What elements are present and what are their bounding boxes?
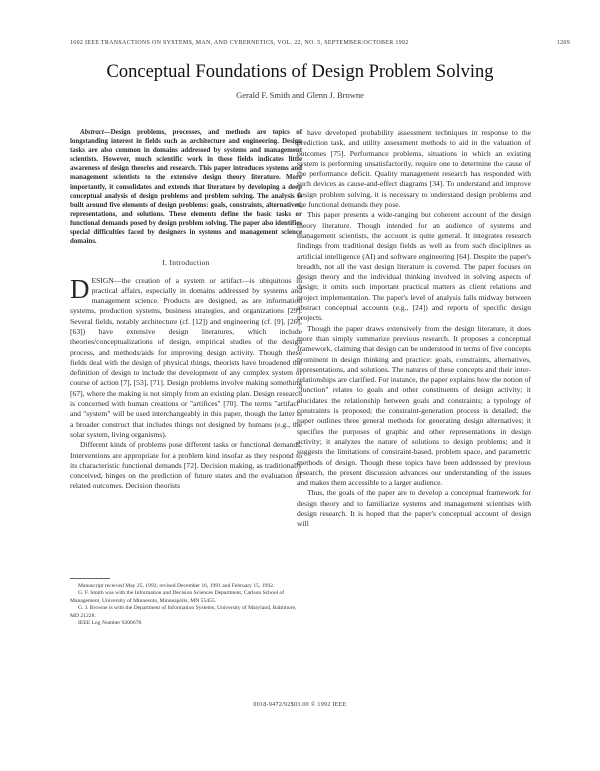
drop-cap: D xyxy=(70,273,90,304)
paper-authors: Gerald F. Smith and Glenn J. Browne xyxy=(236,90,364,100)
footnote-manuscript: Manuscript received May 25, 1992; revised December 16, 1991 and February 15, 1992. xyxy=(78,583,275,589)
right-paragraph-4: Thus, the goals of the paper are to develop a conceptual framework for design theory and to familiarize systems and management scientists with design research. It is hoped that the paper's conceptual account of design will xyxy=(297,488,531,529)
intro-paragraph-1-text: ESIGN—the creation of a system or artifact—is ubiquitous in practical affairs, especially in domains addressed by systems and management science. Products are designed, as are information systems, production systems, business strategies, and organizations [29]. Several fields, notably architecture (cf. [12]) and engineering (cf. [9], [26], [63]) have extensive design literatures, which include theories/conceptualizations of design, empirical studies of the design process, and methods/aids for improving design activity. Though these fields deal with the design of physical things, theorists have broadened the definition of design to include the development of any complex system or course of action [7], [53], [71]. Design problems involve making something [67], where the making is not simply from an existing plan. Design research is concerned with human creations or "artifices" [70]. The terms "artifact" and "system" will be used interchangeably in this paper, though the latter is a broader construct that includes things not designed by humans (e.g., the solar system, living organisms). xyxy=(70,275,302,439)
abstract xyxy=(70,128,302,246)
footnote-author-1: G. F. Smith was with the Information and Decision Sciences Department, Carlson School of Management, University of Minnesota, Minneapolis, MN 55455. xyxy=(70,590,285,604)
abstract-lead: Abstract xyxy=(80,129,104,136)
paper-title: Conceptual Foundations of Design Problem Solving xyxy=(106,62,494,82)
copyright-footer: 0018-9472/92$03.00 © 1992 IEEE xyxy=(253,702,347,708)
right-column xyxy=(297,128,531,530)
left-column xyxy=(70,128,302,492)
right-paragraph-2: This paper presents a wide-ranging but coherent account of the design theory literature. Though intended for an audience of systems and management scientists, the account is quite general. It integrates research findings from traditional design fields as well as from such disciplines as artificial intelligence (AI) and software engineering [64]. Despite the paper's breadth, not all the vast design literature is covered. The paper focuses on design theory and the individual thinking involved in solving aspects of design; it omits such important practical matters as client relations and project implementation. The paper's level of analysis falls midway between abstract conceptual accounts (e.g., [24]) and reports of specific design projects. xyxy=(297,210,531,323)
running-head xyxy=(70,40,570,46)
running-head-text: 1602 IEEE TRANSACTIONS ON SYSTEMS, MAN, AND CYBERNETICS, VOL. 22, NO. 5, SEPTEMBER/OCTOBER 1992 xyxy=(70,40,409,46)
right-paragraph-3: Though the paper draws extensively from the design literature, it does more than simply summarize previous research. It proposes a conceptual framework, claiming that design can be understood in terms of five concepts prominent in design thinking and practice: goals, constraints, alternatives, representations, and solutions. The natures of these concepts and their inter-relationships are clarified. For instance, the paper explains how the notion of "function" relates to goals and other constituents of design activity; it elucidates the relationship between goals and constraints; a typology of constraints is proposed; the constraint-generation process is detailed; the paper outlines three general methods for generating design alternatives; it specifies the purposes of graphic and other representations in design activity; it analyzes the nature of solutions to design problems; and it suggests the limitations of constraint-based, problem space, and parametric methods of design. Though these topics have been addressed by previous research, the present discussion advances our understanding of the issues and makes them accessible to a larger audience. xyxy=(297,323,531,488)
right-paragraph-1: have developed probability assessment techniques in response to the prediction task, and utility assessment methods to aid in the valuation of outcomes [75]. Performance problems, situations in which an existing system is performing unsatisfactorily, require one to determine the cause of the performance deficit. Quality management research has responded with such devices as cause-and-effect diagrams [34]. To understand and improve design problem solving, it is necessary to understand design problems and the functional demands they pose. xyxy=(297,128,531,210)
footnote-log-number: IEEE Log Number 9200678. xyxy=(78,620,143,627)
abstract-text: —Design problems, processes, and methods are topics of longstanding interest in fields such as architecture and engineering. Design tasks are also common in domains addressed by systems and management scientists. However, much scientific work in these fields indicates little awareness of design theories and research. This paper introduces systems and management scientists to the extensive design theory literature. More importantly, it consolidates and extends that literature by developing a deep conceptual analysis of design problems and problem solving. The analysis is built around five elements of design problems: goals, constraints, alternatives, representations, and solutions. These elements define the basic tasks or functional demands posed by design problem solving. The paper also identifies special difficulties faced by designers in systems and management science domains. xyxy=(70,129,302,246)
section-heading: I. Introduction xyxy=(162,258,210,268)
intro-paragraph-1 xyxy=(70,273,302,441)
footnotes xyxy=(70,583,302,627)
page-number: 1209 xyxy=(556,40,570,46)
footnote-author-2: G. J. Browne is with the Department of Information Systems, University of Maryland, Baltimore, MD 21228. xyxy=(70,605,297,619)
intro-paragraph-2: Different kinds of problems pose different tasks or functional demands. Interventions are appropriate for a problem kind insofar as they respond to its characteristic functional demands [72]. Decision making, as traditionally conceived, hinges on the prediction of future states and the evaluation of related outcomes. Decision theorists xyxy=(70,440,302,491)
footnote-rule xyxy=(70,578,110,579)
